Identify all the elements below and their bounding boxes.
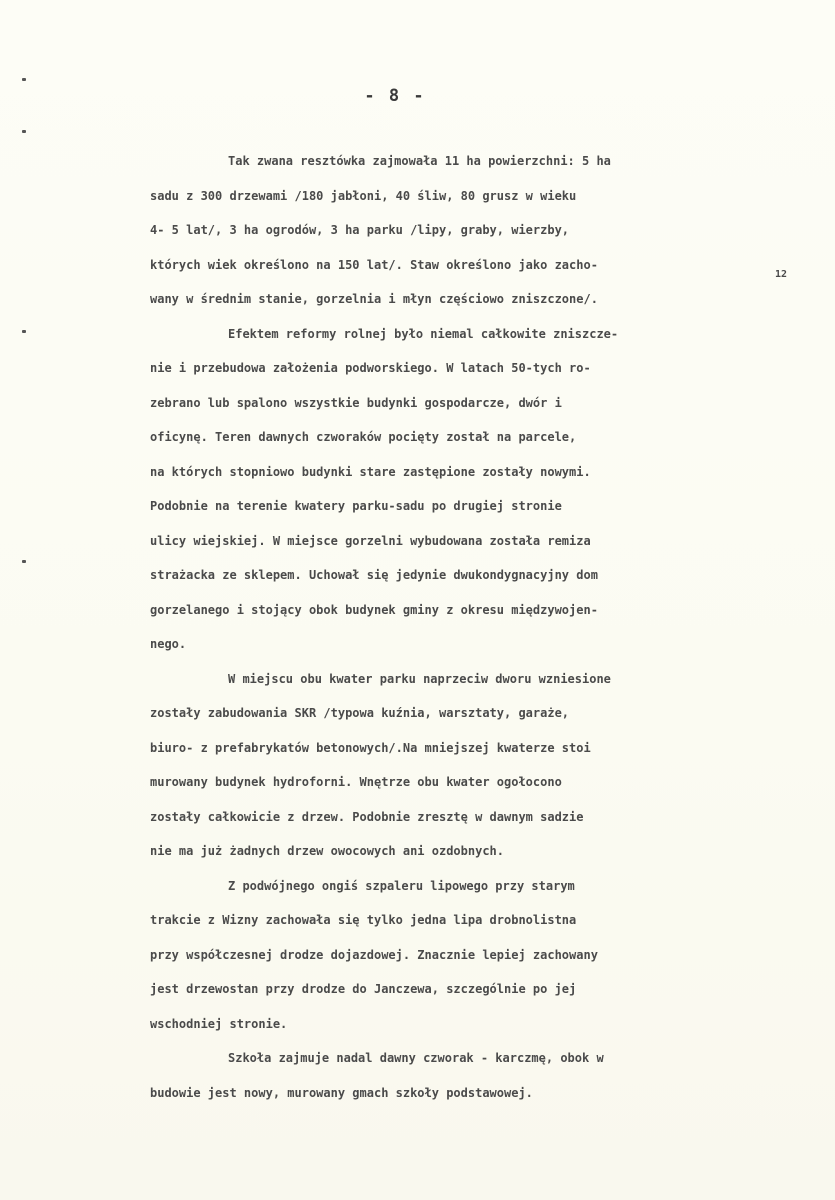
text-line: na których stopniowo budynki stare zastępione zostały nowymi. (150, 464, 591, 479)
text-line: których wiek określono na 150 lat/. Staw określono jako zacho- (150, 257, 598, 272)
text-line: trakcie z Wizny zachowała się tylko jedna lipa drobnolistna (150, 913, 577, 927)
scan-mark (22, 560, 26, 563)
body-text (150, 144, 800, 1110)
text-line: sadu z 300 drzewami /180 jabłoni, 40 śliw, 80 grusz w wieku (150, 188, 577, 203)
text-line: 4- 5 lat/, 3 ha ogrodów, 3 ha parku /lipy, graby, wierzby, (150, 223, 570, 237)
text-line: ulicy wiejskiej. W miejsce gorzelni wybudowana została remiza (150, 533, 591, 548)
text-line: nego. (150, 637, 187, 651)
text-line: Z podwójnego ongiś szpaleru lipowego przy starym (228, 878, 575, 893)
footnote-mark: 12 (775, 269, 788, 280)
text-line: nie ma już żadnych drzew owocowych ani ozdobnych. (150, 844, 505, 858)
text-line: oficynę. Teren dawnych czworaków pocięty został na parcele, (150, 430, 577, 444)
scan-mark (22, 78, 26, 81)
text-line: strażacka ze sklepem. Uchował się jedynie dwukondygnacyjny dom (150, 568, 598, 582)
text-line: Tak zwana resztówka zajmowała 11 ha powierzchni: 5 ha (228, 154, 611, 168)
text-line: wany w średnim stanie, gorzelnia i młyn częściowo zniszczone/. (150, 292, 598, 306)
text-line: zostały całkowicie z drzew. Podobnie zresztę w dawnym sadzie (150, 809, 584, 824)
text-line: W miejscu obu kwater parku naprzeciw dworu wzniesione (228, 671, 611, 686)
text-line: zebrano lub spalono wszystkie budynki gospodarcze, dwór i (150, 395, 562, 410)
text-line: murowany budynek hydroforni. Wnętrze obu kwater ogołocono (150, 775, 562, 789)
scan-mark (22, 130, 26, 133)
text-line: Efektem reformy rolnej było niemal całkowite zniszcze- (228, 326, 619, 341)
text-line: wschodniej stronie. (150, 1016, 288, 1031)
text-line: przy współczesnej drodze dojazdowej. Znacznie lepiej zachowany (150, 947, 598, 962)
text-line: Szkoła zajmuje nadal dawny czworak - karczmę, obok w (228, 1051, 604, 1065)
text-line: zostały zabudowania SKR /typowa kuźnia, warsztaty, garaże, (150, 706, 570, 720)
page-number: - 8 - (364, 86, 426, 106)
text-line: Podobnie na terenie kwatery parku-sadu po drugiej stronie (150, 499, 562, 513)
text-line: jest drzewostan przy drodze do Janczewa, szczególnie po jej (150, 982, 577, 996)
text-line: budowie jest nowy, murowany gmach szkoły podstawowej. (150, 1085, 533, 1100)
text-line: nie i przebudowa założenia podworskiego. W latach 50-tych ro- (150, 361, 591, 375)
text-line: biuro- z prefabrykatów betonowych/.Na mniejszej kwaterze stoi (150, 740, 591, 755)
scan-mark (22, 330, 26, 333)
text-line: gorzelanego i stojący obok budynek gminy z okresu międzywojen- (150, 602, 598, 617)
